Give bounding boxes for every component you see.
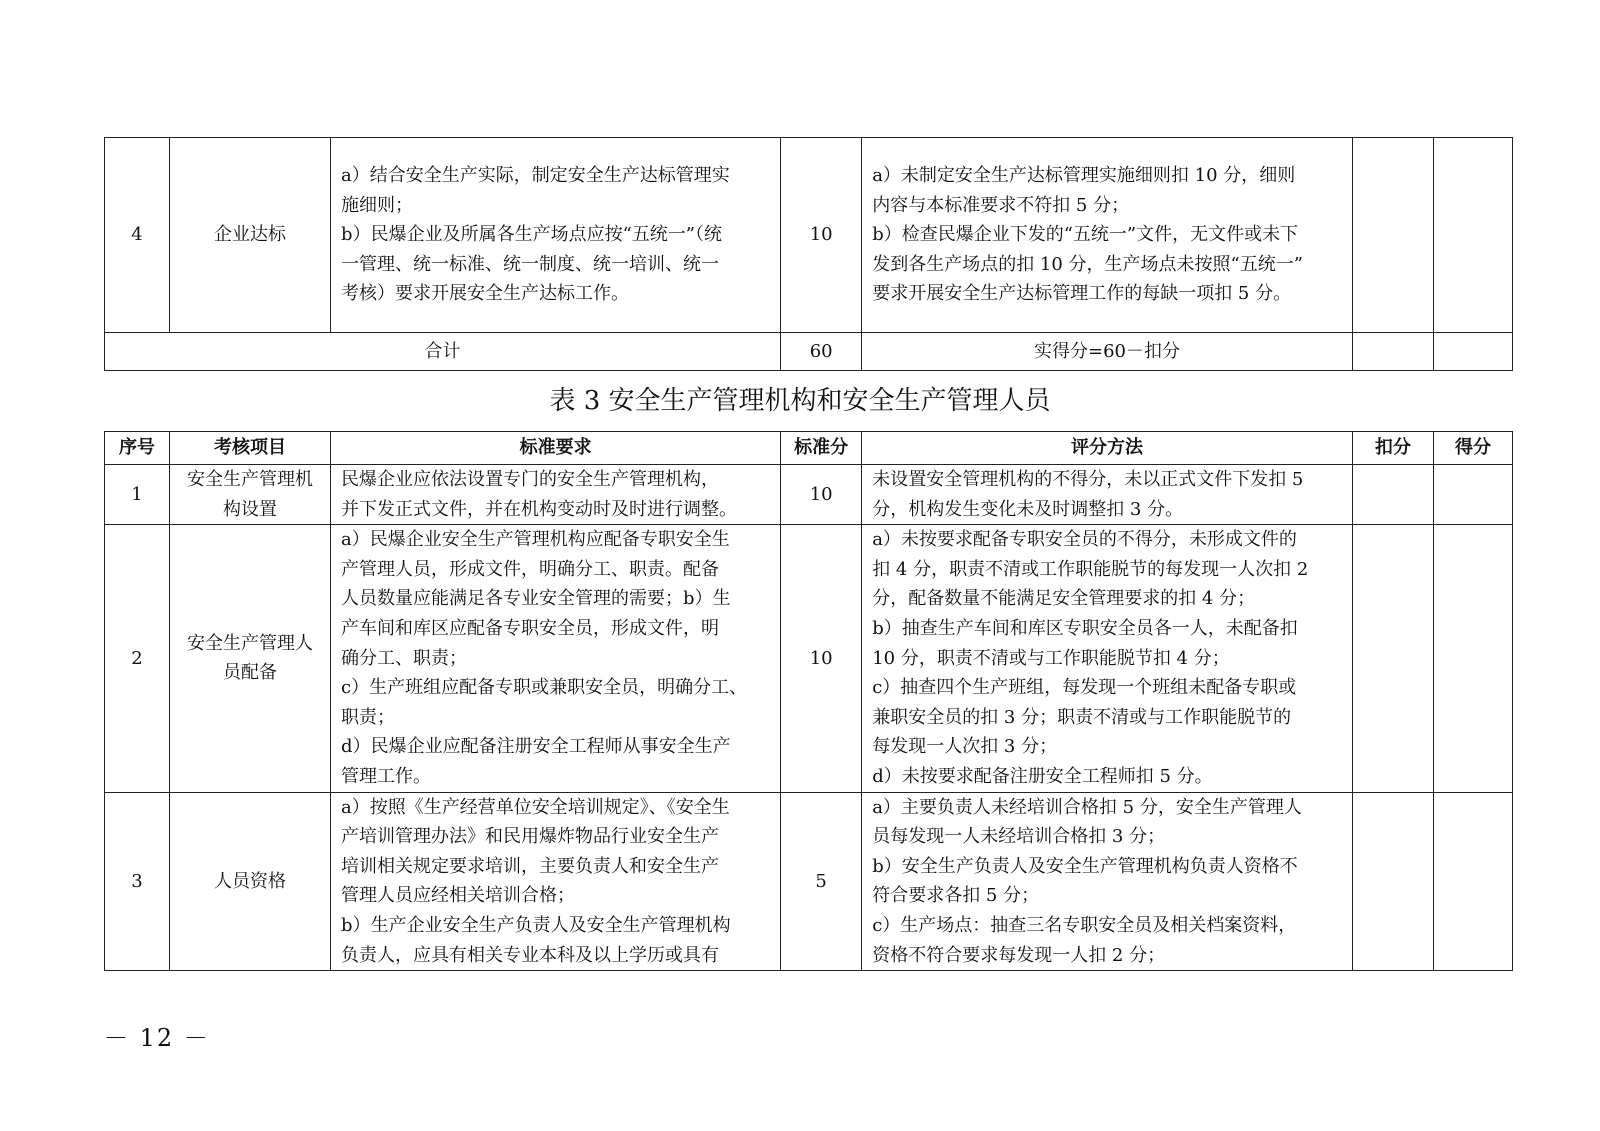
table-row (105, 138, 1513, 333)
total-row (105, 333, 1513, 371)
assessment-item: 安全生产管理机 构设置 (169, 465, 330, 525)
standard-requirement: a）结合安全生产实际，制定安全生产达标管理实 施细则； b）民爆企业及所属各生产场点应按“五统一”（统 一管理、统一标准、统一制度、统一培训、统一 考核）要求开展安全生产达标工作。 (331, 138, 781, 333)
header-score: 得分 (1433, 432, 1512, 465)
table-header-row (105, 432, 1513, 465)
table-title: 表 3 安全生产管理机构和安全生产管理人员 (549, 386, 1051, 416)
score-cell (1433, 465, 1512, 525)
table-row (105, 525, 1513, 792)
assessment-item: 安全生产管理人 员配备 (169, 525, 330, 792)
total-method: 实得分=60－扣分 (862, 333, 1353, 371)
deduction-cell (1352, 138, 1433, 333)
score-cell (1433, 138, 1512, 333)
standard-score: 10 (781, 525, 862, 792)
scoring-method: a）主要负责人未经培训合格扣 5 分，安全生产管理人 员每发现一人未经培训合格扣 3 分； b）安全生产负责人及安全生产管理机构负责人资格不 符合要求各扣 5 分； c）生产场点：抽查三名专职安全员及相关档案资料， 资格不符合要求每发现一人扣 2 分； (862, 792, 1353, 971)
score-cell (1433, 333, 1512, 371)
header-method: 评分方法 (862, 432, 1353, 465)
standard-requirement: a）民爆企业安全生产管理机构应配备专职安全生 产管理人员，形成文件，明确分工、职责。配备 人员数量应能满足各专业安全管理的需要；b）生 产车间和库区应配备专职安全员，形成文件，明 确分工、职责； c）生产班组应配备专职或兼职安全员，明确分工、 职责； d）民爆企业应配备注册安全工程师从事安全生产 管理工作。 (331, 525, 781, 792)
scoring-method: 未设置安全管理机构的不得分，未以正式文件下发扣 5 分，机构发生变化未及时调整扣 3 分。 (862, 465, 1353, 525)
score-cell (1433, 525, 1512, 792)
standard-requirement: a）按照《生产经营单位安全培训规定》、《安全生 产培训管理办法》和民用爆炸物品行业安全生产 培训相关规定要求培训，主要负责人和安全生产 管理人员应经相关培训合格； b）生产企业安全生产负责人及安全生产管理机构 负责人，应具有相关专业本科及以上学历或具有 (331, 792, 781, 971)
previous-table (104, 137, 1513, 371)
header-deduction: 扣分 (1352, 432, 1433, 465)
page-number: － 12 － (104, 1024, 210, 1052)
deduction-cell (1352, 333, 1433, 371)
standard-score: 5 (781, 792, 862, 971)
header-number: 序号 (105, 432, 170, 465)
header-standard-score: 标准分 (781, 432, 862, 465)
header-requirement: 标准要求 (331, 432, 781, 465)
total-score: 60 (781, 333, 862, 371)
table-3 (104, 431, 1513, 971)
score-cell (1433, 792, 1512, 971)
assessment-item: 企业达标 (169, 138, 330, 333)
deduction-cell (1352, 792, 1433, 971)
deduction-cell (1352, 465, 1433, 525)
row-number: 3 (105, 792, 170, 971)
scoring-method: a）未按要求配备专职安全员的不得分，未形成文件的 扣 4 分，职责不清或工作职能脱节的每发现一人次扣 2 分，配备数量不能满足安全管理要求的扣 4 分； b）抽查生产车间和库区专职安全员各一人，未配备扣 10 分，职责不清或与工作职能脱节扣 4 分； c）抽查四个生产班组，每发现一个班组未配备专职或 兼职安全员的扣 3 分；职责不清或与工作职能脱节的 每发现一人次扣 3 分； d）未按要求配备注册安全工程师扣 5 分。 (862, 525, 1353, 792)
scoring-method: a）未制定安全生产达标管理实施细则扣 10 分，细则 内容与本标准要求不符扣 5 分； b）检查民爆企业下发的“五统一”文件，无文件或未下 发到各生产场点的扣 10 分，生产场点未按照“五统一” 要求开展安全生产达标管理工作的每缺一项扣 5 分。 (862, 138, 1353, 333)
table-row (105, 465, 1513, 525)
standard-score: 10 (781, 465, 862, 525)
row-number: 2 (105, 525, 170, 792)
assessment-item: 人员资格 (169, 792, 330, 971)
standard-score: 10 (781, 138, 862, 333)
row-number: 4 (105, 138, 170, 333)
table-row (105, 792, 1513, 971)
total-label: 合计 (105, 333, 781, 371)
header-item: 考核项目 (169, 432, 330, 465)
deduction-cell (1352, 525, 1433, 792)
row-number: 1 (105, 465, 170, 525)
standard-requirement: 民爆企业应依法设置专门的安全生产管理机构， 并下发正式文件，并在机构变动时及时进行调整。 (331, 465, 781, 525)
